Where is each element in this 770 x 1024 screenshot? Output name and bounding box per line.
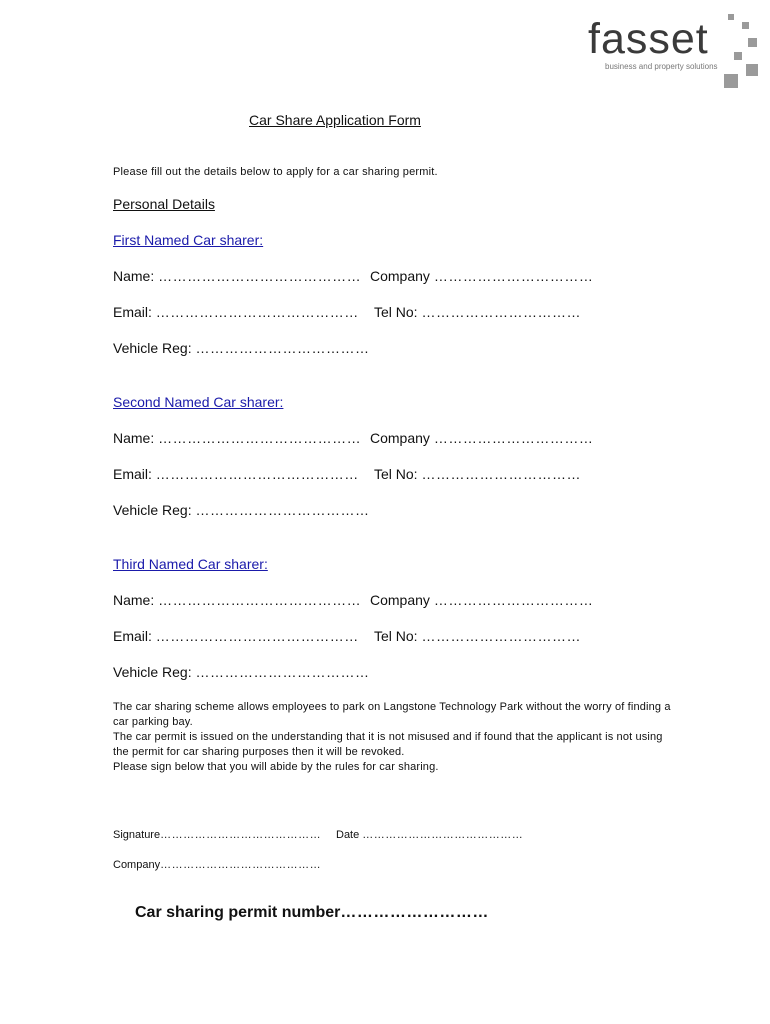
tel-dots: …………………………… <box>421 304 581 320</box>
second-sharer-tel-field[interactable] <box>374 466 581 482</box>
company-dots: …………………………… <box>433 430 594 446</box>
company-dots: …………………………… <box>433 592 594 608</box>
company-label: Company <box>370 592 434 608</box>
form-intro: Please fill out the details below to apply for a car sharing permit. <box>113 166 438 178</box>
email-label: Email: <box>113 304 156 320</box>
name-label: Name: <box>113 268 159 284</box>
first-sharer-company-field[interactable] <box>370 268 593 284</box>
third-sharer-company-field[interactable] <box>370 592 593 608</box>
second-sharer-vehicle-field[interactable] <box>113 502 370 518</box>
company-dots: …………………………… <box>433 268 594 284</box>
terms-text <box>113 700 673 775</box>
tel-label: Tel No: <box>374 628 422 644</box>
signature-label: Signature <box>113 829 161 841</box>
third-sharer-heading: Third Named Car sharer: <box>113 556 268 572</box>
signature-field[interactable] <box>113 829 321 841</box>
vehicle-dots: ……………………………… <box>195 340 370 356</box>
email-dots: …………………………………… <box>155 304 359 320</box>
permit-label: Car sharing permit number <box>135 904 341 921</box>
email-label: Email: <box>113 628 156 644</box>
vehicle-dots: ……………………………… <box>195 502 370 518</box>
vehicle-dots: ……………………………… <box>195 664 370 680</box>
personal-details-heading: Personal Details <box>113 196 215 212</box>
third-sharer-tel-field[interactable] <box>374 628 581 644</box>
form-title: Car Share Application Form <box>249 112 421 128</box>
second-sharer-company-field[interactable] <box>370 430 593 446</box>
third-sharer-vehicle-field[interactable] <box>113 664 370 680</box>
name-dots: …………………………………… <box>158 592 362 608</box>
email-label: Email: <box>113 466 156 482</box>
name-label: Name: <box>113 430 159 446</box>
email-dots: …………………………………… <box>155 628 359 644</box>
first-sharer-vehicle-field[interactable] <box>113 340 370 356</box>
signature-company-field[interactable] <box>113 859 321 871</box>
name-dots: …………………………………… <box>158 268 362 284</box>
logo-square <box>746 64 758 76</box>
vehicle-label: Vehicle Reg: <box>113 502 196 518</box>
date-dots: …………………………………… <box>362 829 524 841</box>
second-sharer-email-field[interactable] <box>113 466 359 482</box>
second-sharer-heading: Second Named Car sharer: <box>113 394 284 410</box>
fasset-logo <box>586 12 766 92</box>
logo-wordmark: fasset <box>588 15 709 63</box>
terms-paragraph: The car sharing scheme allows employees to park on Langstone Technology Park without the worry of finding a car parking bay. <box>113 701 671 728</box>
company-label: Company <box>113 859 161 871</box>
vehicle-label: Vehicle Reg: <box>113 664 196 680</box>
date-field[interactable] <box>336 829 523 841</box>
logo-square <box>724 74 738 88</box>
terms-paragraph: The car permit is issued on the understanding that it is not misused and if found that the applicant is not using the permit for car sharing purposes then it will be revoked. <box>113 731 663 758</box>
logo-square <box>748 38 757 47</box>
tel-dots: …………………………… <box>421 628 581 644</box>
tel-label: Tel No: <box>374 466 422 482</box>
third-sharer-email-field[interactable] <box>113 628 359 644</box>
vehicle-label: Vehicle Reg: <box>113 340 196 356</box>
logo-square <box>728 14 734 20</box>
first-sharer-email-field[interactable] <box>113 304 359 320</box>
first-sharer-tel-field[interactable] <box>374 304 581 320</box>
tel-label: Tel No: <box>374 304 422 320</box>
name-label: Name: <box>113 592 159 608</box>
second-sharer-name-field[interactable] <box>113 430 361 446</box>
email-dots: …………………………………… <box>155 466 359 482</box>
name-dots: …………………………………… <box>158 430 362 446</box>
first-sharer-name-field[interactable] <box>113 268 361 284</box>
date-label: Date <box>336 829 363 841</box>
logo-tagline: business and property solutions <box>605 62 718 71</box>
signature-dots: …………………………………… <box>160 829 322 841</box>
company-label: Company <box>370 430 434 446</box>
company-dots: …………………………………… <box>160 859 322 871</box>
company-label: Company <box>370 268 434 284</box>
permit-number-field[interactable] <box>135 904 489 922</box>
first-sharer-heading: First Named Car sharer: <box>113 232 264 248</box>
terms-paragraph: Please sign below that you will abide by the rules for car sharing. <box>113 761 439 773</box>
permit-dots: ……………………… <box>340 904 489 921</box>
tel-dots: …………………………… <box>421 466 581 482</box>
third-sharer-name-field[interactable] <box>113 592 361 608</box>
logo-square <box>742 22 749 29</box>
logo-square <box>734 52 742 60</box>
